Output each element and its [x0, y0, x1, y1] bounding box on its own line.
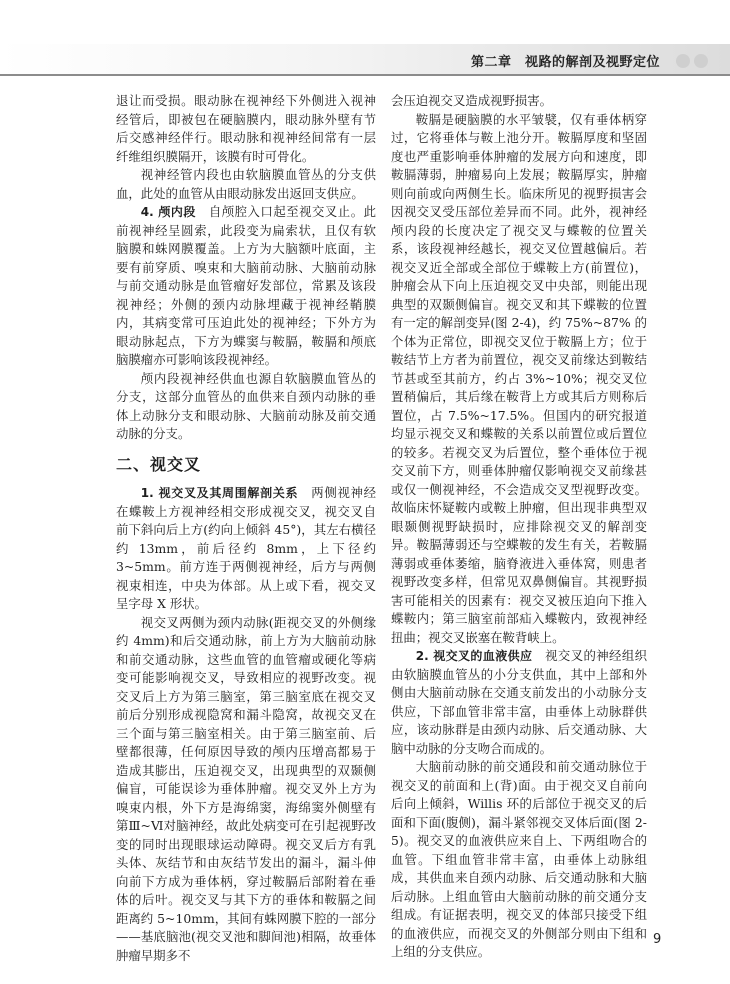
- paragraph: [116, 484, 376, 614]
- paragraph: [391, 647, 647, 758]
- paragraph: 大脑前动脉的前交通段和前交通动脉位于视交叉的前面和上(背)面。由于视交叉自前向后向上倾斜，Willis 环的后部位于视交叉的后面和下面(腹侧)，漏斗紧邻视交叉体后面(图 2-5)。视交叉的血液供应来自上、下两组吻合的血管。下组血管非常丰富，由垂体上动脉组成，其供血来自颈内动脉、后交通动脉和大脑后动脉。上组血管由大脑前动脉的前交通分支组成。有证据表明，视交叉的体部只接受下组的血液供应，而视交叉的外侧部分则由下组和上组的分支供应。: [391, 759, 647, 959]
- section-title: 二、视交叉: [116, 454, 202, 474]
- paragraph: 会压迫视交叉造成视野损害。: [391, 93, 553, 108]
- right-column: [391, 92, 647, 962]
- header-circle-icon: [676, 54, 690, 68]
- subsection-label: 1. 视交叉及其周围解剖关系: [140, 486, 299, 500]
- paragraph: 颅内段视神经供血也源自软脑膜血管丛的分支，这部分血管丛的血供来自颈内动脉的垂体上动脉分支和眼动脉、大脑前动脉及前交通动脉的分支。: [116, 370, 376, 441]
- paragraph: 退让而受损。眼动脉在视神经下外侧进入视神经管后，即被包在硬脑膜内，眼动脉外壁有节后交感神经伴行。眼动脉和视神经间常有一层纤维组织膜隔开，该膜有时可骨化。: [116, 93, 376, 164]
- paragraph: 视神经管内段也由软脑膜血管丛的分支供血，此处的血管从由眼动脉发出返回支供应。: [116, 167, 376, 201]
- paragraph-text: 自颅腔入口起至视交叉止。此前视神经呈圆索，此段变为扁索状，且仅有软脑膜和蛛网膜覆盖。上方为大脑额叶底面，主要有前穿质、嗅束和大脑前动脉、大脑前动脉与前交通动脉是血管瘤好发部位，常累及该段视神经；外侧的颈内动脉埋藏于视神经鞘膜内，其病变常可压迫此处的视神经；下外方为眼动脉起点，下方为蝶窦与鞍膈，鞍膈和颅底脑膜瘤亦可影响该段视神经。: [116, 204, 376, 367]
- paragraph: 鞍膈是硬脑膜的水平皱襞，仅有垂体柄穿过，它将垂体与鞍上池分开。鞍膈厚度和坚固度也严重影响垂体肿瘤的发展方向和速度，即鞍膈薄弱，肿瘤易向上发展；鞍膈厚实，肿瘤则向前或向两侧生长。临床所见的视野损害会因视交叉受压部位差异而不同。此外，视神经颅内段的长度决定了视交叉与蝶鞍的位置关系，该段视神经越长，视交叉位置越偏后。若视交叉近全部或全部位于蝶鞍上方(前置位)，肿瘤会从下向上压迫视交叉中央部，则能出现典型的双颞侧偏盲。视交叉和其下蝶鞍的位置有一定的解剖变异(图 2-4)，约 75%~87% 的个体为正常位，即视交叉位于鞍膈上方；位于鞍结节上方者为前置位，视交叉前缘达到鞍结节甚或至其前方，约占 3%~10%；视交叉位置稍偏后，其后缘在鞍背上方或其后方则称后置位，占 7.5%~17.5%。但国内的研究报道均显示视交叉和蝶鞍的关系以前置位或后置位的较多。若视交叉为后置位，整个垂体位于视交叉前下方，则垂体肿瘤仅影响视交叉前缘甚或仅一侧视神经，不会造成交叉型视野改变。故临床怀疑鞍内或鞍上肿瘤，但出现非典型双眼颞侧视野缺损时，应排除视交叉的解剖变异。鞍膈薄弱还与空蝶鞍的发生有关，若鞍膈薄弱或垂体萎缩，脑脊液进入垂体窝，则患者视野改变多样，但常见双鼻侧偏盲。其视野损害可能相关的因素有：视交叉被压迫向下推入蝶鞍内；第三脑室前部疝入蝶鞍内，致视神经扭曲；视交叉嵌塞在鞍背峡上。: [391, 111, 647, 645]
- left-column: [116, 92, 376, 965]
- paragraph: 视交叉两侧为颈内动脉(距视交叉的外侧缘约 4mm)和后交通动脉，前上方为大脑前动脉和前交通动脉，这些血管的血管瘤或硬化等病变可能影响视交叉，导致相应的视野改变。视交叉后上方为第三脑室，第三脑室底在视交叉前后分别形成视隐窝和漏斗隐窝，故视交叉在三个面与第三脑室相关。由于第三脑室前、后壁都很薄，任何原因导致的颅内压增高都易于造成其膨出，压迫视交叉，出现典型的双颞侧偏盲，可能误诊为垂体肿瘤。视交叉外上方为嗅束内根，外下方是海绵窦，海绵窦外侧壁有第Ⅲ~Ⅵ对脑神经，故此处病变可在引起视野改变的同时出现眼球运动障碍。视交叉后方有乳头体、灰结节和由灰结节发出的漏斗，漏斗伸向前下方成为垂体柄，穿过鞍膈后部附着在垂体的后叶。视交叉与其下方的垂体和鞍膈之间距离约 5~10mm，其间有蛛网膜下腔的一部分——基底脑池(视交叉池和脚间池)相隔，故垂体肿瘤早期多不: [116, 614, 376, 963]
- page-number: 9: [653, 932, 662, 947]
- subsection-label: 4. 颅内段: [140, 205, 196, 219]
- chapter-header-title: 第二章 视路的解剖及视野定位: [470, 55, 660, 70]
- header-rule: [0, 74, 730, 76]
- header-circle-icon: [694, 54, 708, 68]
- paragraph-text: 视交叉的神经组织由软脑膜血管丛的小分支供血，其中上部和外侧由大脑前动脉在交通支前发出的小动脉分支供应，下部血管非常丰富，由垂体上动脉群供应，该动脉群是由颈内动脉、后交通动脉、大脑中动脉的分支吻合而成的。: [391, 648, 647, 756]
- paragraph-text: 两侧视神经在蝶鞍上方视神经相交形成视交叉，视交叉自前下斜向后上方(约向上倾斜 45°)，其左右横径约 13mm，前后径约 8mm，上下径约 3~5mm。前方连于两侧视神经，后方与两侧视束相连，中央为体部。从上或下看，视交叉呈字母 X 形状。: [116, 485, 377, 611]
- paragraph: [116, 203, 376, 370]
- subsection-label: 2. 视交叉的血液供应: [415, 649, 533, 663]
